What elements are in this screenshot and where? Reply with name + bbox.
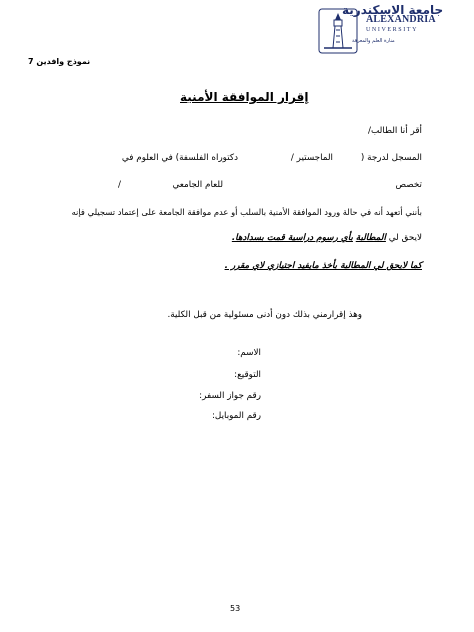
no-claim-underlined: المطالبة [355,233,386,243]
passport-field-label: رقم جواز السفر: [199,391,261,401]
degree-masters: الماجستير / [290,153,333,163]
specialization-line: تخصص [395,180,422,190]
no-claim-rest: بأي رسوم دراسية قمت بسدادها. [231,233,353,243]
academic-year-slash: / [118,180,121,190]
degree-doctorate: دكتوراه الفلسفة) في العلوم في [121,153,238,163]
form-number: نموذج وافدين 7 [28,57,91,66]
university-name-arabic: جامعة الاسكندرية [342,3,444,17]
student-line: أقر أنا الطالب/ [368,126,422,136]
no-claim-courses-line: كما لايحق لي المطالبة بأخذ مايفيد اجتيازي لاي مقرر . [224,261,422,271]
no-claim-fees-line [232,233,422,243]
no-claim-prefix: لايحق لي [388,233,422,243]
signature-field-label: التوقيع: [234,370,261,380]
university-tagline: منارة العلم والمعرفة [352,38,395,44]
page-title: إقرار الموافقة الأمنية [180,90,309,104]
university-name-english-sub: UNIVERSITY [366,27,418,33]
academic-year-line: للعام الجامعي [172,180,223,190]
responsibility-line: وهذ إقرارمني بذلك دون أدنى مسئولية من قبل الكلية. [167,310,362,320]
mobile-field-label: رقم الموبايل: [211,411,261,421]
undertaking-line: بأنني أتعهد أنه في حالة ورود الموافقة الأمنية بالسلب أو عدم موافقة الجامعة على إعتماد تسجيلي فإنه [71,207,422,217]
page-number: 53 [230,604,241,613]
degree-prefix: المسجل لدرجة ( [360,153,422,163]
name-field-label: الاسم: [237,348,261,358]
university-name-english: ALEXANDRIA [366,14,436,25]
